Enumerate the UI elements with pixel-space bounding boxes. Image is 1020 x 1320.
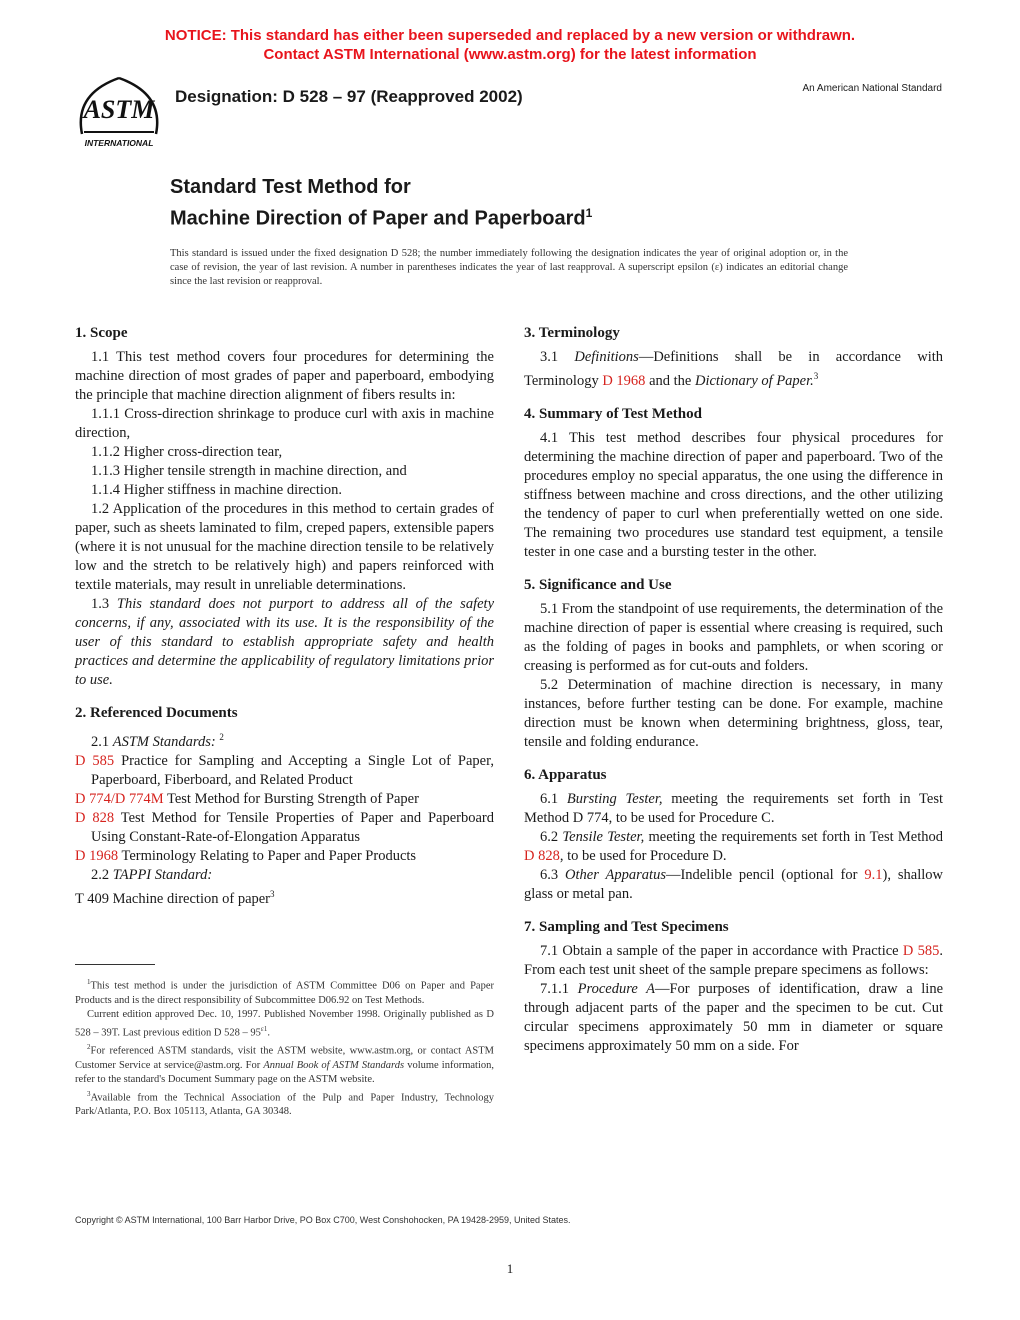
para-1-2: 1.2 Application of the procedures in this method to certain grades of paper, such as sheets laminated to film, creped papers, extensible papers (where it is not unusual for the machine direction tensile to be relatively low and the stretch to be relatively high) and papers reinforced with textile materials, may result in unreliable determinations. <box>75 501 494 593</box>
para-7-1-1-text: —For purposes of identification, draw a line through adjacent parts of the paper and the specimen to be cut. Cut circular specimens approximately 50 mm in diameter or square specimens approximately 50 mm on a side. For <box>524 980 944 1054</box>
reference-t409-text: T 409 Machine direction of paper <box>75 890 271 907</box>
section-apparatus-heading: 6. Apparatus <box>524 766 607 783</box>
footnote-1-edition-end: . <box>267 1027 270 1038</box>
para-4-1: 4.1 This test method describes four physical procedures for determining the machine direction of paper and paperboard. Two of the procedures employ no special apparatus, the one using the difference in stiffness between machine and cross directions, and the other utilizing the tendency of paper to curl when preferentially wetted on one side. The remaining two procedures use standard test equipment, a tensile tester in one case and a bursting tester in the other. <box>524 429 943 560</box>
para-7-1-1-label: Procedure A <box>577 980 655 997</box>
reference-d585-text: Practice for Sampling and Accepting a Single Lot of Paper, Paperboard, Fiberboard, and Related Product <box>91 752 494 788</box>
footnote-2-text-a: For referenced ASTM standards, visit the ASTM website, www.astm.org, or contact ASTM Customer Service at service@astm.org. For <box>75 1045 494 1071</box>
link-d585[interactable]: D 585 <box>75 752 115 769</box>
para-1-3-number: 1.3 <box>91 596 110 612</box>
title-main: Machine Direction of Paper and Paperboard <box>170 207 586 230</box>
para-2-2-label: TAPPI Standard: <box>112 866 213 883</box>
para-1-1: 1.1 This test method covers four procedures for determining the machine direction of most grades of paper and paperboard, embodying the principle that machine direction alignment of fibers results in: <box>75 349 494 403</box>
para-6-3-label: Other Apparatus <box>565 866 666 883</box>
reference-d774 <box>75 790 494 809</box>
footnote-2-italic: Annual Book of ASTM Standards <box>263 1059 405 1071</box>
issued-note: This standard is issued under the fixed designation D 528; the number immediately following the designation indicates the year of original adoption or, in the case of revision, the year of last revision. A number in parentheses indicates the year of last reapproval. A superscript epsilon (ε) indicates an editorial change since the last revision or reapproval. <box>170 248 848 287</box>
footnote-1-edition-text: Current edition approved Dec. 10, 1997. Published November 1998. Originally published as D 528 – 39T. Last previous edition D 528 – 95 <box>75 1008 494 1038</box>
para-7-1-1 <box>524 980 943 1056</box>
para-7-1-text-a: 7.1 Obtain a sample of the paper in accordance with Practice <box>540 942 899 959</box>
footnote-3 <box>75 1087 494 1120</box>
title-line-1: Standard Test Method for <box>170 176 411 198</box>
para-2-2 <box>75 866 494 885</box>
designation: Designation: D 528 – 97 (Reapproved 2002) <box>175 87 523 106</box>
para-2-1-footnote-mark: 2 <box>219 732 224 742</box>
para-1-3 <box>75 595 494 690</box>
para-2-1-number: 2.1 <box>91 733 110 750</box>
title-footnote-mark: 1 <box>585 206 593 220</box>
notice-banner <box>0 26 1020 64</box>
para-2-2-number: 2.2 <box>91 866 110 883</box>
link-d1968[interactable]: D 1968 <box>75 847 119 864</box>
link-d828[interactable]: D 828 <box>75 809 115 826</box>
section-sampling-heading: 7. Sampling and Test Specimens <box>524 918 729 935</box>
para-7-1-text-b: . From each test unit sheet of the sample prepare specimens as follows: <box>524 942 943 978</box>
para-3-1-text-b: and the <box>649 372 692 389</box>
footnote-2-mark: 2 <box>87 1043 91 1051</box>
para-3-1-number: 3.1 <box>540 349 559 365</box>
left-column <box>75 324 494 909</box>
para-6-2-text-b: , to be used for Procedure D. <box>559 847 727 864</box>
footnote-3-mark: 3 <box>87 1089 91 1098</box>
reference-d1968 <box>75 847 494 866</box>
para-5-1: 5.1 From the standpoint of use requirements, the determination of the machine direction of paper is essential where creasing is required, such as the folding of pages in books and pamphlets, or when scoring or creasing is performed as for cut-outs and folders. <box>524 600 943 674</box>
footnotes <box>75 975 494 1119</box>
link-d1968-terminology[interactable]: D 1968 <box>602 372 646 389</box>
footnote-1-edition-mark: ε1 <box>260 1024 268 1033</box>
reference-d585 <box>75 752 494 790</box>
reference-d828 <box>75 809 494 847</box>
link-section-9-1[interactable]: 9.1 <box>864 866 883 883</box>
notice-line-1: NOTICE: This standard has either been superseded and replaced by a new version or withdrawn. <box>164 27 856 44</box>
footnote-2-text-b: volume information, refer to the standard's Document Summary page on the ASTM website. <box>75 1059 494 1085</box>
title-line-2 <box>170 200 592 232</box>
reference-d1968-text: Terminology Relating to Paper and Paper Products <box>121 847 417 864</box>
right-column <box>524 324 943 1056</box>
para-6-1-label: Bursting Tester, <box>566 790 663 807</box>
logo-subtext: INTERNATIONAL <box>84 138 154 148</box>
para-6-3-text-b: ), shallow glass or metal pan. <box>524 866 943 902</box>
page-number: 1 <box>506 1261 514 1276</box>
footnote-1-text: This test method is under the jurisdiction of ASTM Committee D06 on Paper and Paper Products and is the direct responsibility of Subcommittee D06.92 on Test Methods. <box>75 980 494 1006</box>
para-6-3-number: 6.3 <box>540 866 559 883</box>
para-2-1-label: ASTM Standards: <box>112 733 216 750</box>
para-3-1-mark: 3 <box>813 371 819 381</box>
footnote-1 <box>75 975 494 1008</box>
section-scope-heading: 1. Scope <box>75 325 128 341</box>
notice-line-2: Contact ASTM International (www.astm.org) for the latest information <box>263 46 757 63</box>
reference-t409-mark: 3 <box>270 888 275 899</box>
reference-t409 <box>75 885 494 909</box>
logo-text: ASTM <box>83 95 155 124</box>
para-7-1 <box>524 942 943 980</box>
para-6-2-number: 6.2 <box>540 828 559 845</box>
reference-d774-text: Test Method for Bursting Strength of Paper <box>167 790 419 807</box>
link-d585-sampling[interactable]: D 585 <box>902 942 940 959</box>
para-6-2 <box>524 828 943 866</box>
footnote-1-edition <box>75 1008 494 1041</box>
para-6-1-number: 6.1 <box>540 790 559 807</box>
para-1-1-4: 1.1.4 Higher stiffness in machine direction. <box>91 482 343 498</box>
para-6-1-text: meeting the requirements set forth in Test Method D 774, to be used for Procedure C. <box>524 790 943 826</box>
para-3-1-text-a: —Definitions shall be in accordance with Terminology <box>524 349 943 389</box>
para-1-1-3: 1.1.3 Higher tensile strength in machine direction, and <box>91 463 407 479</box>
para-6-2-text-a: meeting the requirements set forth in Test Method <box>648 828 944 845</box>
section-summary-heading: 4. Summary of Test Method <box>524 405 702 422</box>
document-title <box>170 174 592 232</box>
para-5-2: 5.2 Determination of machine direction is necessary, in many instances, before further testing can be done. For example, machine direction must be known when determining brightness, gloss, tear, tensile and folding endurance. <box>524 676 943 750</box>
footnote-2 <box>75 1040 494 1087</box>
para-6-1 <box>524 790 943 828</box>
para-1-3-text: This standard does not purport to address all of the safety concerns, if any, associated with its use. It is the responsibility of the user of this standard to establish appropriate safety and health practices and determine the applicability of regulatory limitations prior to use. <box>75 596 495 688</box>
astm-logo <box>74 74 164 154</box>
para-7-1-1-number: 7.1.1 <box>540 980 569 997</box>
para-6-2-label: Tensile Tester, <box>562 828 645 845</box>
copyright: Copyright © ASTM International, 100 Barr Harbor Drive, PO Box C700, West Conshohocken, PA 19428-2959, United States. <box>75 1215 571 1225</box>
para-3-1-dictionary: Dictionary of Paper. <box>694 372 814 389</box>
link-d774[interactable]: D 774/D 774M <box>75 790 164 807</box>
section-referenced-documents-heading: 2. Referenced Documents <box>75 705 238 721</box>
para-3-1-label: Definitions <box>574 349 639 365</box>
para-1-1-2: 1.1.2 Higher cross-direction tear, <box>91 444 283 460</box>
footnote-divider <box>75 964 155 965</box>
footnote-3-text: Available from the Technical Association of the Pulp and Paper Industry, Technology Park/Atlanta, P.O. Box 105113, Atlanta, GA 30348. <box>75 1092 494 1117</box>
para-6-3-text-a: —Indelible pencil (optional for <box>665 866 858 883</box>
para-6-3 <box>524 866 943 904</box>
link-d828-apparatus[interactable]: D 828 <box>524 847 560 864</box>
section-significance-heading: 5. Significance and Use <box>524 576 672 593</box>
footnote-1-mark: 1 <box>87 978 91 986</box>
section-terminology-heading: 3. Terminology <box>524 325 620 341</box>
para-3-1 <box>524 348 943 391</box>
para-2-1 <box>75 728 494 752</box>
reference-d828-text: Test Method for Tensile Properties of Paper and Paperboard Using Constant-Rate-of-Elongation Apparatus <box>91 809 494 845</box>
para-1-1-1: 1.1.1 Cross-direction shrinkage to produce curl with axis in machine direction, <box>75 406 494 441</box>
american-national-standard: An American National Standard <box>802 83 942 94</box>
